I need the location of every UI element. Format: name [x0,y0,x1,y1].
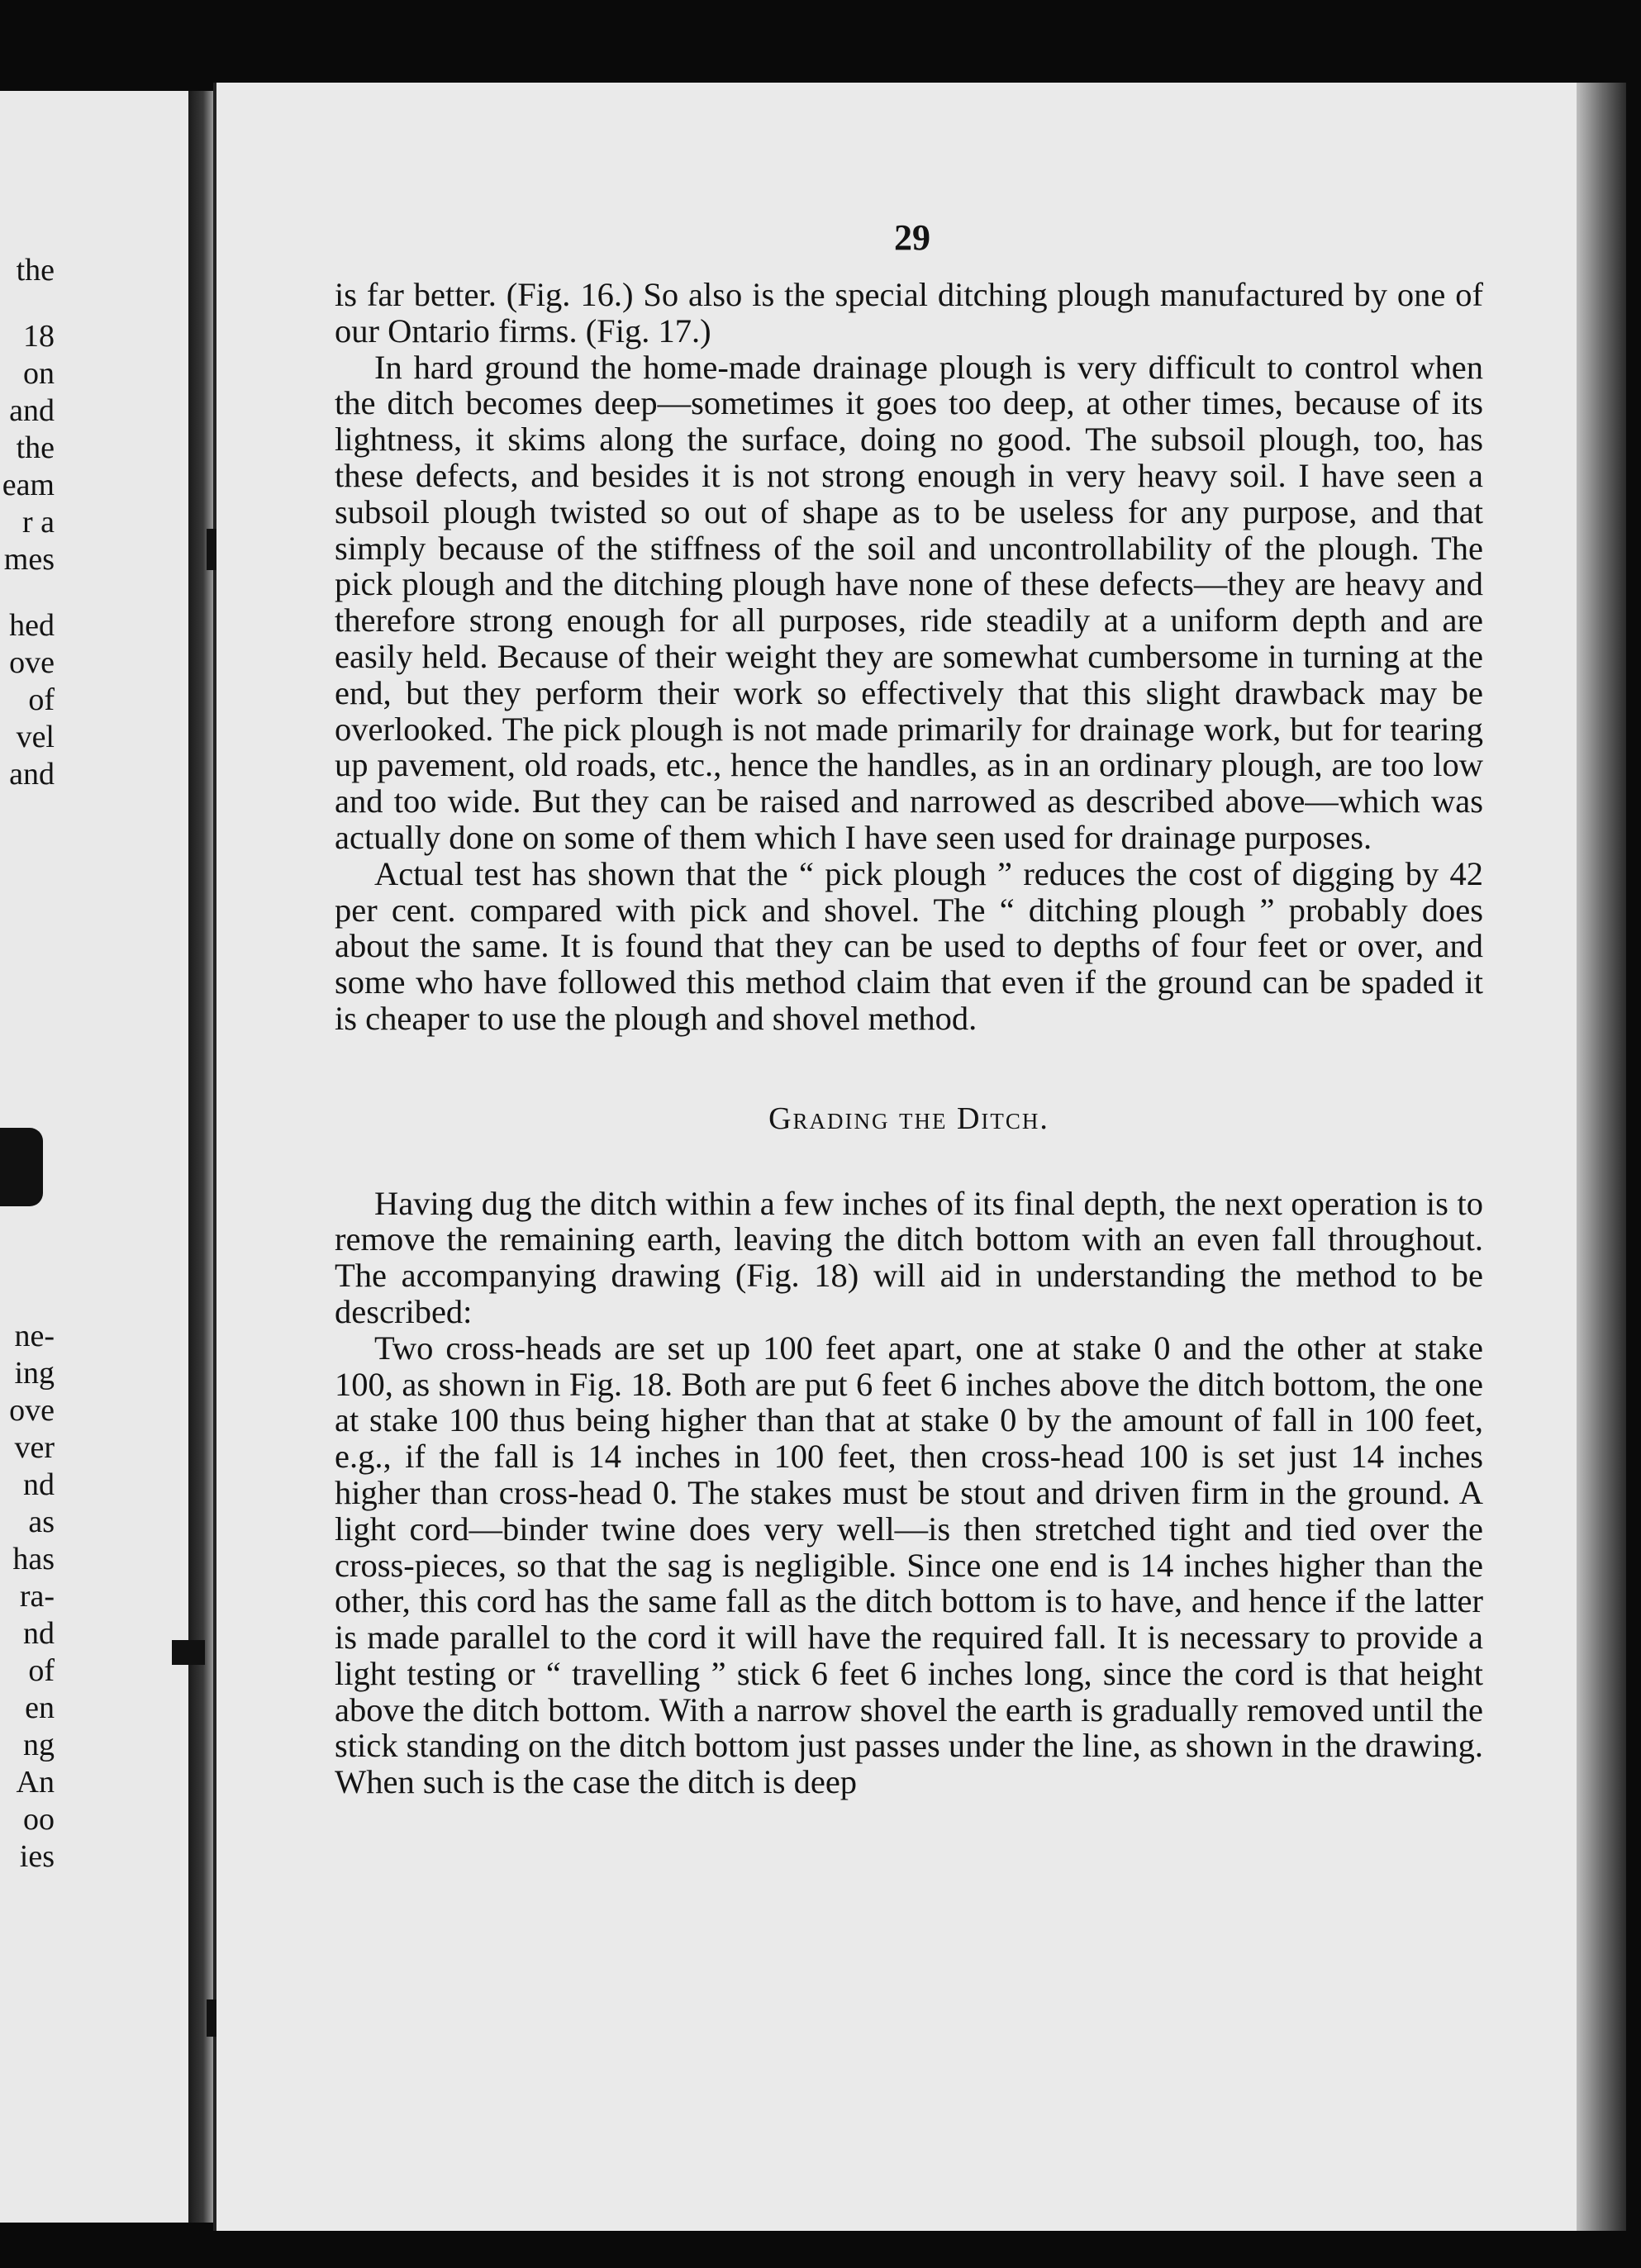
previous-page-fragment: ing [14,1356,55,1391]
previous-page-fragment: r a [21,505,55,540]
previous-page-fragment: the [16,253,55,288]
page-edge-shadow [1577,83,1626,2231]
previous-page-fragment: ng [23,1728,55,1762]
previous-page-fragment: mes [3,542,55,577]
previous-page-fragment: ove [9,645,55,680]
previous-page-fragment: ies [19,1839,55,1874]
previous-page-fragment: ne- [14,1319,55,1353]
paragraph: Actual test has shown that the “ pick plough ” reduces the cost of digging by 42 per cent. compared with pick and shovel. The “ ditching plough ” probably does about the same. It is found that they can be used to depths of four feet or over, and some who have followed this method claim that even if the ground can be spaded it is cheaper to use the plough and shovel method. [335,854,1483,1037]
previous-page-fragment: hed [9,608,55,643]
binding-mark [207,529,216,570]
previous-page-fragment: vel [16,720,55,754]
book-gutter [188,91,213,2223]
previous-page-fragment: nd [23,1616,55,1651]
previous-page-fragment: on [23,356,55,391]
previous-page-fragment: has [12,1542,55,1576]
previous-page-fragment: and [9,757,55,792]
previous-page-fragment: and [9,393,55,428]
binding-clip-mark [0,1128,43,1206]
previous-page-fragment: ra- [19,1579,55,1614]
paragraph: Having dug the ditch within a few inches of its final depth, the next operation is to remove the remaining earth, leaving the ditch bottom with an even fall throughout. The accompanying drawing (Fig. 18) will aid in understanding the method to be described: [335,1184,1483,1330]
page-body [335,277,1483,1800]
paragraph: In hard ground the home-made drainage plough is very difficult to control when the ditch becomes deep—sometimes it goes too deep, at other times, because of its lightness, it skims along the surface, doing no good. The subsoil plough, too, has these defects, and besides it is not strong enough in very heavy soil. I have seen a subsoil plough twisted so out of shape as to be useless for any purpose, and that simply because of the stiffness of the soil and uncontrollability of the plough. The pick plough and the ditching plough have none of these defects—they are heavy and therefore strong enough for all purposes, ride steadily at a uniform depth and are easily held. Because of their weight they are somewhat cumbersome in turning at the end, but they perform their work so effectively that this slight drawback may be overlooked. The pick plough is not made primarily for drainage work, but for tearing up pavement, old roads, etc., hence the handles, as in an ordinary plough, are too low and too wide. But they can be raised and narrowed as described above—which was actually done on some of them which I have seen used for drainage purposes. [335,348,1483,856]
previous-page-fragment: as [28,1505,55,1539]
previous-page-fragment: oo [23,1802,55,1837]
previous-page-fragment: ove [9,1393,55,1428]
previous-page-fragment: en [25,1690,55,1725]
previous-page-fragment: the [16,430,55,465]
binding-mark [172,1640,205,1665]
binding-mark [207,1999,216,2037]
paragraph: is far better. (Fig. 16.) So also is the special ditching plough manufactured by one of our Ontario firms. (Fig. 17.) [335,276,1483,349]
previous-page-fragment: An [16,1765,55,1800]
section-heading: Grading the Ditch. [768,1101,1049,1136]
paragraph: Two cross-heads are set up 100 feet apart, one at stake 0 and the other at stake 100, as shown in Fig. 18. Both are put 6 feet 6 inches above the ditch bottom, the one at stake 100 thus being higher than that at stake 0 by the amount of fall in 100 feet, e.g., if the fall is 14 inches in 100 feet, then cross-head 100 is set just 14 inches higher than cross-head 0. The stakes must be stout and driven firm in the ground. A light cord—binder twine does very well—is then stretched tight and tied over the cross-pieces, so that the sag is negligible. Since one end is 14 inches higher than the other, this cord has the same fall as the ditch bottom is to have, and hence if the latter is made parallel to the cord it will have the required fall. It is necessary to provide a light testing or “ travelling ” stick 6 feet 6 inches long, since the cord is that height above the ditch bottom. With a narrow shovel the earth is gradually removed until the stick standing on the ditch bottom just passes under the line, as shown in the drawing. When such is the case the ditch is deep [335,1329,1483,1801]
previous-page-fragment: of [28,1653,55,1688]
previous-page-fragment: ver [14,1430,55,1465]
previous-page-strip [0,91,188,2223]
previous-page-fragment: 18 [23,319,55,354]
page-number: 29 [894,217,930,258]
previous-page-fragment: nd [23,1467,55,1502]
previous-page-fragment: of [28,682,55,717]
previous-page-fragment: eam [2,468,55,502]
